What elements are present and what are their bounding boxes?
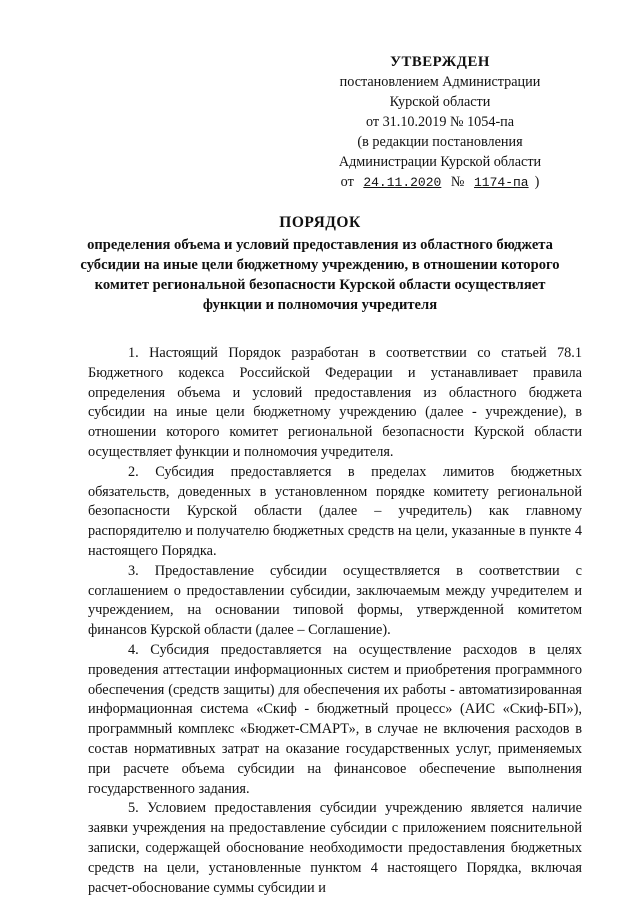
approval-line-1: постановлением Администрации: [339, 74, 541, 90]
document-body: [88, 344, 582, 898]
paragraph-3: 3. Предоставление субсидии осуществляется в соответствии с соглашением о предоставлении субсидии, заключаемым между учредителем и учреждением, на основании типовой формы, утвержденной комитетом финансов Курской области (далее – Соглашение).: [88, 562, 582, 639]
approval-line-5: Администрации Курской области: [338, 154, 542, 170]
date-prefix: от: [340, 174, 354, 190]
approval-line-2: Курской области: [389, 94, 491, 110]
number-sign: №: [450, 174, 465, 190]
paragraph-4: 4. Субсидия предоставляется на осуществление расходов в целях проведения аттестации информационных систем и приобретения программного обеспечения (средств защиты) для обеспечения их работы - автоматизированная информационная система «Скиф - бюджетный процесс» (АИС «Скиф-БП»), программный комплекс «Бюджет-СМАРТ», в случае не включения расходов в состав нормативных затрат на оказание государственных услуг, применяемых при расчете объема субсидии на финансовое обеспечение выполнения государственного задания.: [88, 641, 582, 797]
paragraph-1: 1. Настоящий Порядок разработан в соответствии со статьей 78.1 Бюджетного кодекса Российской Федерации и устанавливает правила определения объема и условий предоставления из областного бюджета субсидии на иные цели бюджетному учреждению (далее - учреждение), в отношении которого комитет региональной безопасности Курской области осуществляет функции и полномочия учредителя.: [88, 345, 582, 460]
approval-block: [300, 52, 580, 193]
amendment-number: 1174-па: [473, 175, 529, 190]
document-title: [80, 213, 560, 315]
amendment-date: 24.11.2020: [363, 175, 442, 190]
approval-line-4: (в редакции постановления: [357, 134, 523, 150]
approval-line-3: от 31.10.2019 № 1054-па: [365, 114, 515, 130]
title-subtitle: определения объема и условий предоставления из областного бюджета субсидии на иные цели бюджетному учреждению, в отношении которого комитет региональной безопасности Курской области осуществляет функции и полномочия учредителя: [80, 237, 560, 313]
paragraph-5: 5. Условием предоставления субсидии учреждению является наличие заявки учреждения на предоставление субсидии с приложением пояснительной записки, содержащей обоснование необходимости предоставления бюджетных средств на цели, установленные пунктом 4 настоящего Порядка, включая расчет-обоснование суммы субсидии и: [88, 800, 582, 896]
closing-paren: ): [534, 174, 540, 190]
amendment-date-line: [300, 172, 580, 193]
paragraph-2: 2. Субсидия предоставляется в пределах лимитов бюджетных обязательств, доведенных в установленном порядке комитету региональной безопасности Курской области (далее – учредитель) как главному распорядителю и получателю бюджетных средств на цели, указанные в пункте 4 настоящего Порядка.: [88, 463, 582, 559]
approval-heading: УТВЕРЖДЕН: [390, 54, 490, 70]
title-main: ПОРЯДОК: [279, 214, 361, 231]
